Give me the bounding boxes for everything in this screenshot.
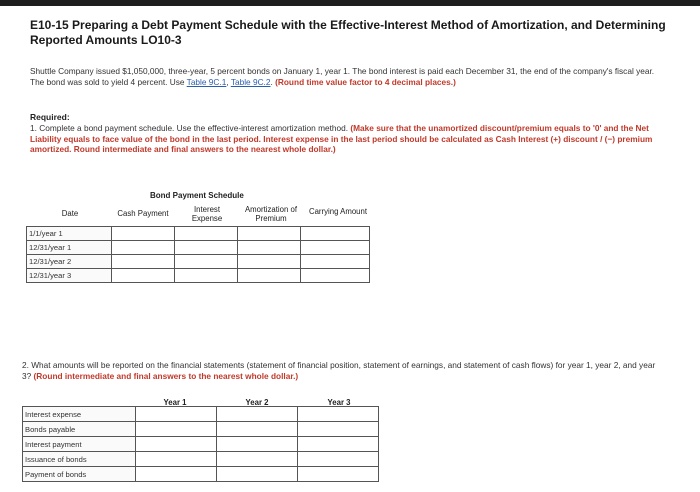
year-1-input[interactable]	[136, 407, 217, 422]
table-row	[23, 467, 379, 482]
requirement-1	[30, 123, 670, 155]
table-row	[27, 227, 370, 241]
cash-payment-input[interactable]	[112, 255, 175, 269]
year-1-input[interactable]	[136, 467, 217, 482]
year-2-input[interactable]	[217, 452, 298, 467]
col-interest-expense-header: Interest Expense	[191, 205, 223, 223]
year-3-header: Year 3	[327, 398, 351, 407]
link-separator: ,	[226, 76, 231, 87]
cash-payment-input[interactable]	[112, 269, 175, 283]
page-title: E10-15 Preparing a Debt Payment Schedule with the Effective-Interest Method of Amortization, and Determining Reported Amounts LO10-3	[30, 18, 666, 47]
table-row	[27, 269, 370, 283]
intro-after: .	[270, 76, 276, 87]
year-2-input[interactable]	[217, 407, 298, 422]
required-label: Required:	[30, 112, 70, 122]
row-label: Issuance of bonds	[23, 452, 136, 467]
table-9c2-link[interactable]: Table 9C.2	[230, 76, 271, 87]
year-2-input[interactable]	[217, 437, 298, 452]
col-date-header: Date	[61, 209, 79, 218]
carrying-amount-input[interactable]	[301, 241, 370, 255]
cash-payment-input[interactable]	[112, 241, 175, 255]
year-3-input[interactable]	[298, 452, 379, 467]
year-1-input[interactable]	[136, 437, 217, 452]
question-2-note: (Round intermediate and final answers to the nearest whole dollar.)	[33, 370, 299, 381]
requirement-1-note: (Make sure that the unamortized discount/premium equals to '0' and the Net Liability equals to face value of the bond in the last period. Interest expense in the last period should be calculated as Cash Interest (+) discount / (−) premium amortized. Round intermediate and final answers to the nearest whole dollar.)	[30, 123, 653, 154]
question-2-text: 2. What amounts will be reported on the financial statements (statement of financial position, statement of earnings, and statement of cash flows) for year 1, year 2, and year 3?	[22, 360, 656, 381]
interest-expense-input[interactable]	[175, 241, 238, 255]
table-row	[23, 452, 379, 467]
carrying-amount-input[interactable]	[301, 269, 370, 283]
interest-expense-input[interactable]	[175, 255, 238, 269]
intro-text: Shuttle Company issued $1,050,000, three-year, 5 percent bonds on January 1, year 1. The bond interest is paid each December 31, the end of the company's fiscal year. The bond was sold to yield 4 percent. Use	[30, 66, 655, 87]
year-1-header: Year 1	[163, 398, 187, 407]
table-9c1-link[interactable]: Table 9C.1	[186, 76, 227, 87]
col-amortization-header: Amortization of Premium	[244, 205, 297, 223]
row-label: 12/31/year 3	[27, 269, 112, 283]
table-row	[27, 255, 370, 269]
table-row	[23, 422, 379, 437]
row-label: Payment of bonds	[23, 467, 136, 482]
col-carrying-amount-header: Carrying Amount	[308, 207, 368, 216]
year-1-input[interactable]	[136, 422, 217, 437]
amortization-input[interactable]	[238, 269, 301, 283]
table-row	[23, 407, 379, 422]
row-label: Interest payment	[23, 437, 136, 452]
question-2	[22, 360, 662, 381]
schedule-title: Bond Payment Schedule	[150, 191, 244, 200]
year-1-input[interactable]	[136, 452, 217, 467]
year-3-input[interactable]	[298, 407, 379, 422]
year-2-input[interactable]	[217, 422, 298, 437]
amortization-input[interactable]	[238, 255, 301, 269]
carrying-amount-input[interactable]	[301, 227, 370, 241]
col-cash-payment-header: Cash Payment	[117, 209, 169, 218]
bond-schedule-table	[26, 226, 370, 283]
year-3-input[interactable]	[298, 437, 379, 452]
interest-expense-input[interactable]	[175, 269, 238, 283]
cash-payment-input[interactable]	[112, 227, 175, 241]
table-row	[27, 241, 370, 255]
amortization-input[interactable]	[238, 227, 301, 241]
row-label: Bonds payable	[23, 422, 136, 437]
top-bar	[0, 0, 700, 6]
financial-statements-table	[22, 406, 379, 482]
rounding-note: (Round time value factor to 4 decimal places.)	[275, 76, 456, 87]
year-3-input[interactable]	[298, 467, 379, 482]
problem-intro	[30, 66, 670, 87]
row-label: Interest expense	[23, 407, 136, 422]
year-2-input[interactable]	[217, 467, 298, 482]
table-row	[23, 437, 379, 452]
row-label: 12/31/year 2	[27, 255, 112, 269]
amortization-input[interactable]	[238, 241, 301, 255]
requirement-1-text: 1. Complete a bond payment schedule. Use the effective-interest amortization method.	[30, 123, 351, 133]
row-label: 1/1/year 1	[27, 227, 112, 241]
year-2-header: Year 2	[245, 398, 269, 407]
carrying-amount-input[interactable]	[301, 255, 370, 269]
year-3-input[interactable]	[298, 422, 379, 437]
interest-expense-input[interactable]	[175, 227, 238, 241]
row-label: 12/31/year 1	[27, 241, 112, 255]
